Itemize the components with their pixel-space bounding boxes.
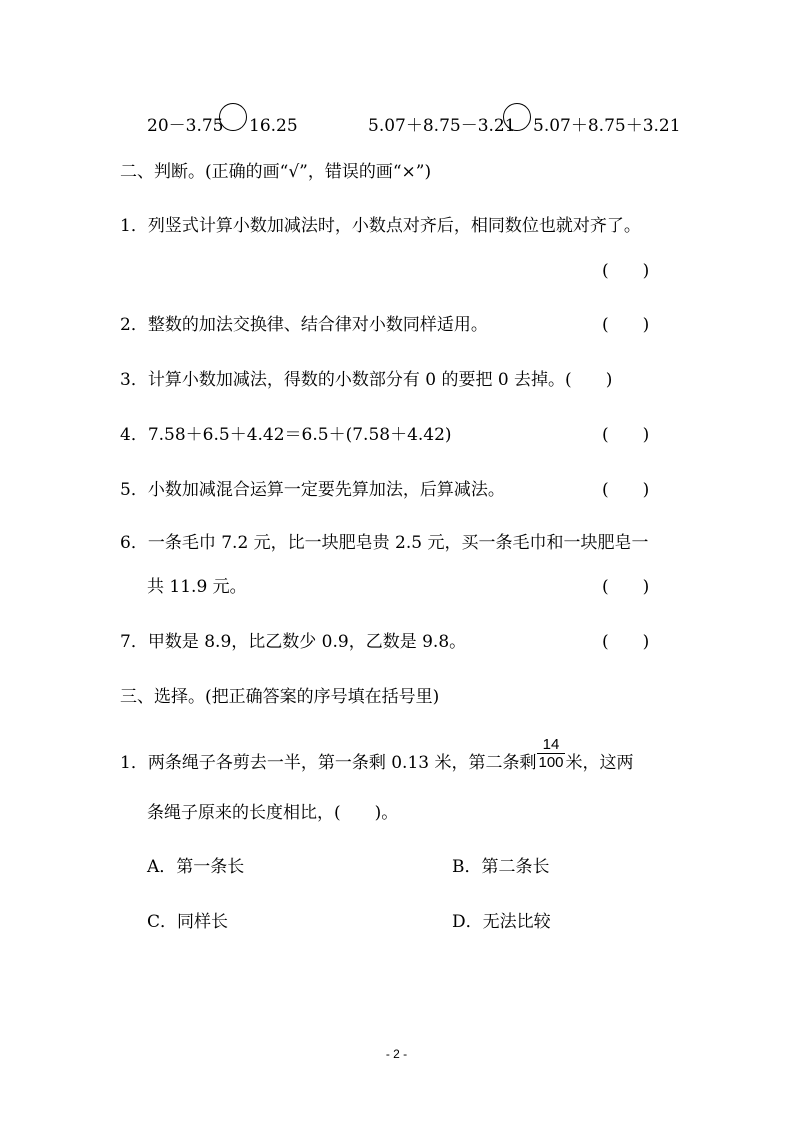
choice-option-d[interactable]: D．无法比较 xyxy=(452,912,551,932)
judge-item-7: 7．甲数是 8.9，比乙数少 0.9，乙数是 9.8。 xyxy=(120,632,467,652)
choice-q1-part1: 1．两条绳子各剪去一半，第一条剩 0.13 米，第二条剩 xyxy=(120,753,537,773)
section2-heading: 二、判断。(正确的画“√”，错误的画“×”) xyxy=(120,162,432,182)
choice-option-b[interactable]: B．第二条长 xyxy=(452,857,550,877)
judge-item-5: 5．小数加减混合运算一定要先算加法，后算减法。 xyxy=(120,480,505,500)
judge-answer-1[interactable]: ( ) xyxy=(602,261,650,281)
comparison-right-b: 5.07＋8.75＋3.21 xyxy=(533,116,681,136)
comparison-left-a: 20－3.75 xyxy=(147,116,224,136)
judge-item-2: 2．整数的加法交换律、结合律对小数同样适用。 xyxy=(120,315,488,335)
compare-circle-left[interactable] xyxy=(219,103,247,131)
section3-heading: 三、选择。(把正确答案的序号填在括号里) xyxy=(120,687,440,707)
compare-circle-right[interactable] xyxy=(503,103,531,131)
fraction xyxy=(537,736,564,771)
choice-q1-line1 xyxy=(120,736,634,781)
choice-option-c[interactable]: C．同样长 xyxy=(147,912,229,932)
judge-answer-5[interactable]: ( ) xyxy=(602,480,650,500)
fraction-numerator: 14 xyxy=(537,736,564,754)
choice-q1-part2: 米，这两 xyxy=(565,753,634,773)
judge-item-1: 1．列竖式计算小数加减法时，小数点对齐后，相同数位也就对齐了。 xyxy=(120,216,641,236)
judge-answer-6[interactable]: ( ) xyxy=(602,577,650,597)
comparison-right-a: 5.07＋8.75－3.21 xyxy=(368,116,516,136)
page-number: - 2 - xyxy=(385,1047,408,1061)
choice-q1-line2: 条绳子原来的长度相比，( )。 xyxy=(147,803,399,823)
judge-answer-7[interactable]: ( ) xyxy=(602,632,650,652)
choice-option-a[interactable]: A．第一条长 xyxy=(147,857,245,877)
judge-answer-2[interactable]: ( ) xyxy=(602,315,650,335)
fraction-denominator: 100 xyxy=(538,754,564,771)
judge-item-4: 4．7.58＋6.5＋4.42＝6.5＋(7.58＋4.42) xyxy=(120,425,452,445)
judge-item-6-cont: 共 11.9 元。 xyxy=(147,577,247,597)
judge-answer-4[interactable]: ( ) xyxy=(602,425,650,445)
comparison-left-b: 16.25 xyxy=(249,116,298,136)
judge-item-3: 3．计算小数加减法，得数的小数部分有 0 的要把 0 去掉。( ) xyxy=(120,370,613,390)
judge-item-6: 6．一条毛巾 7.2 元，比一块肥皂贵 2.5 元，买一条毛巾和一块肥皂一 xyxy=(120,533,649,553)
